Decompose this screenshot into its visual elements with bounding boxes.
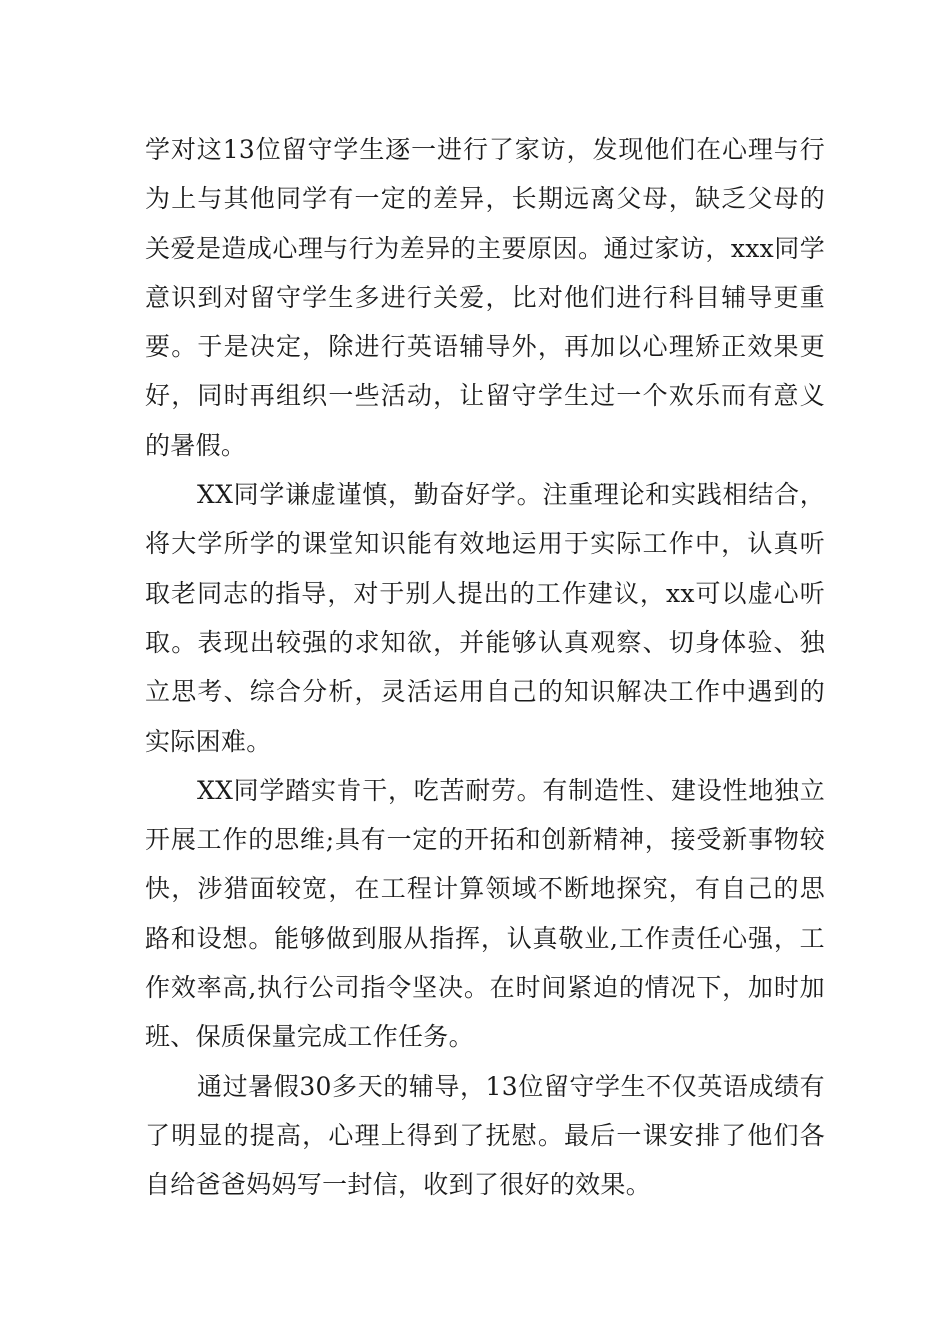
- paragraph-home-visits: 学对这13位留守学生逐一进行了家访，发现他们在心理与行为上与其他同学有一定的差异，长期远离父母，缺乏父母的关爱是造成心理与行为差异的主要原因。通过家访，xxx同学意识到对留守学生多进行关爱，比对他们进行科目辅导更重要。于是决定，除进行英语辅导外，再加以心理矫正效果更好，同时再组织一些活动，让留守学生过一个欢乐而有意义的暑假。: [145, 135, 825, 460]
- paragraph-summer-tutoring-result: 通过暑假30多天的辅导，13位留守学生不仅英语成绩有了明显的提高，心理上得到了抚慰。最后一课安排了他们各自给爸爸妈妈写一封信，收到了很好的效果。: [145, 1071, 825, 1200]
- document-body: [145, 125, 825, 1210]
- paragraph-modest-studious: XX同学谦虚谨慎，勤奋好学。注重理论和实践相结合，将大学所学的课堂知识能有效地运用于实际工作中，认真听取老同志的指导，对于别人提出的工作建议，xx可以虚心听取。表现出较强的求知欲，并能够认真观察、切身体验、独立思考、综合分析，灵活运用自己的知识解决工作中遇到的实际困难。: [145, 480, 825, 756]
- paragraph-hardworking: XX同学踏实肯干，吃苦耐劳。有制造性、建设性地独立开展工作的思维;具有一定的开拓和创新精神，接受新事物较快，涉猎面较宽，在工程计算领域不断地探究，有自己的思路和设想。能够做到服从指挥，认真敬业,工作责任心强，工作效率高,执行公司指令坚决。在时间紧迫的情况下，加时加班、保质保量完成工作任务。: [145, 775, 825, 1052]
